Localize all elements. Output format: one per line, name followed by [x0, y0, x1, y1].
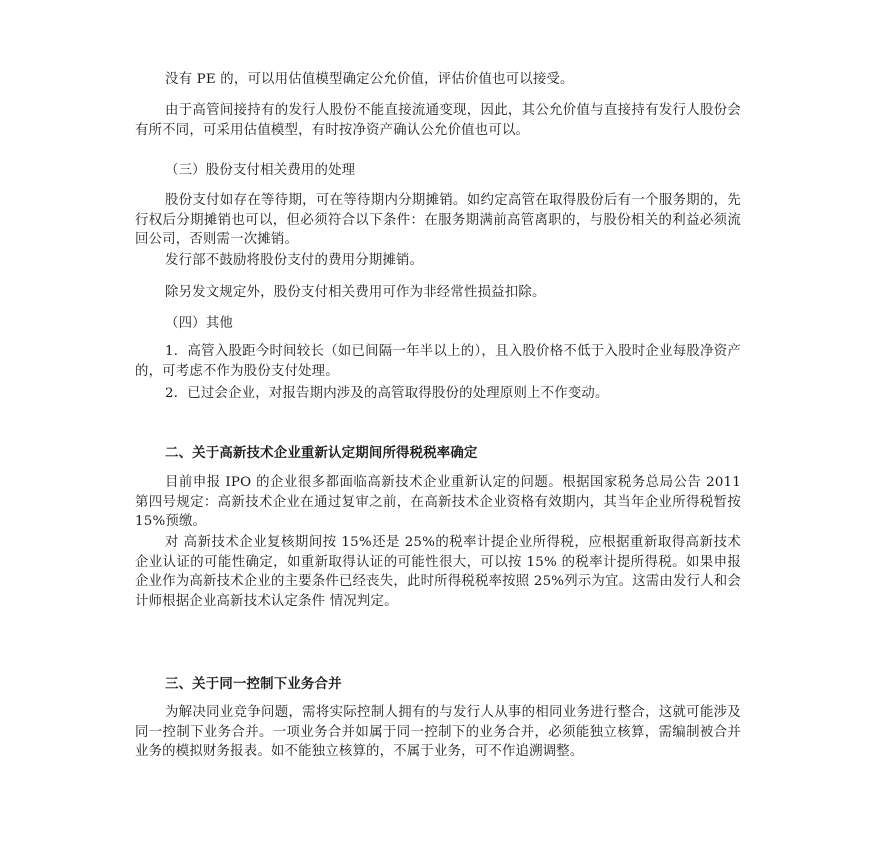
heading-hightech-tax-rate: 二、关于高新技术企业重新认定期间所得税税率确定: [165, 446, 478, 461]
paragraph-tax-rate-15-25: 对 高新技术企业复核期间按 15%还是 25%的税率计提企业所得税，应根据重新取得高新技术企业认证的可能性确定，如重新取得认证的可能性很大，可以按 15% 的税率计提所得税。如果申报企业作为高新技术企业的主要条件已经丧失，此时所得税税率按照 25%列示为宜。这需由发行人和会计师根据企业高新技术认定条件 情况判定。: [135, 535, 741, 609]
paragraph-indirect-holding: 由于高管间接持有的发行人股份不能直接流通变现，因此，其公允价值与直接持有发行人股份会有所不同，可采用估值模型，有时按净资产确认公允价值也可以。: [135, 103, 741, 138]
list-item-2: 2．已过会企业，对报告期内涉及的高管取得股份的处理原则上不作变动。: [165, 386, 609, 401]
paragraph-waiting-period: 股份支付如存在等待期，可在等待期内分期摊销。如约定高管在取得股份后有一个服务期的，先行权后分期摊销也可以，但必须符合以下条件：在服务期满前高管离职的，与股份相关的利益必须流回公司，否则需一次摊销。: [135, 193, 741, 247]
section-heading-share-payment-expense: （三）股份支付相关费用的处理: [165, 163, 356, 178]
paragraph-non-recurring: 除另发文规定外，股份支付相关费用可作为非经常性损益扣除。: [165, 285, 546, 300]
paragraph-ipo-hightech: 目前申报 IPO 的企业很多都面临高新技术企业重新认定的问题。根据国家税务总局公告 2011 第四号规定：高新技术企业在通过复审之前，在高新技术企业资格有效期内，其当年企业所得税暂按 15%预缴。: [135, 475, 741, 529]
heading-common-control-merger: 三、关于同一控制下业务合并: [165, 677, 342, 692]
section-heading-other: （四）其他: [165, 316, 233, 331]
paragraph-pe-valuation: 没有 PE 的，可以用估值模型确定公允价值，评估价值也可以接受。: [165, 72, 574, 87]
paragraph-business-merger: 为解决同业竞争问题，需将实际控制人拥有的与发行人从事的相同业务进行整合，这就可能涉及同一控制下业务合并。一项业务合并如属于同一控制下的业务合并，必须能独立核算，需编制被合并业务的模拟财务报表。如不能独立核算的，不属于业务，可不作追溯调整。: [135, 705, 741, 759]
list-item-1: 1．高管入股距今时间较长（如已间隔一年半以上的），且入股价格不低于入股时企业每股净资产的，可考虑不作为股份支付处理。: [135, 344, 741, 379]
paragraph-issuance-department: 发行部不鼓励将股份支付的费用分期摊销。: [165, 253, 424, 268]
